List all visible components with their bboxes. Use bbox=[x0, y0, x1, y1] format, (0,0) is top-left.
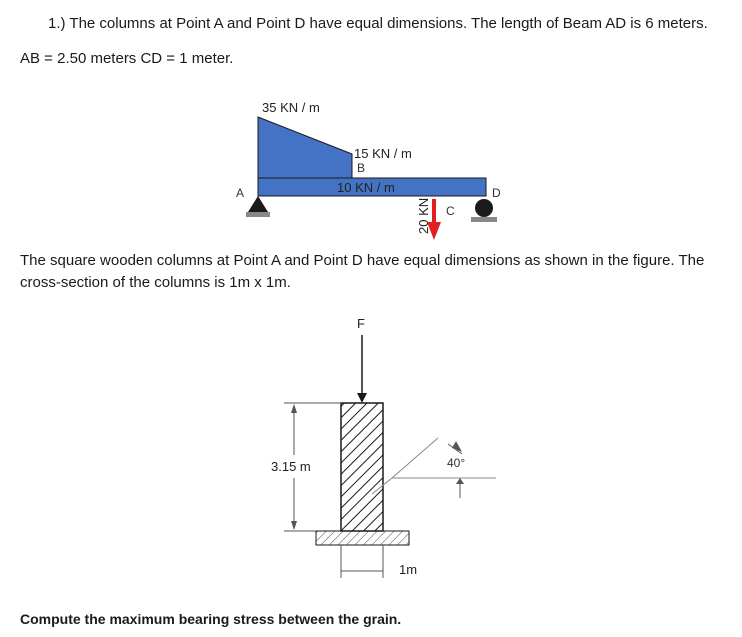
point-load-label: 20 KN bbox=[416, 197, 431, 234]
columns-description-line2: cross-section of the columns is 1m x 1m. bbox=[20, 274, 291, 291]
force-label: F bbox=[357, 316, 365, 331]
width-dimension bbox=[341, 545, 383, 578]
question-text: Compute the maximum bearing stress between the grain. bbox=[20, 611, 402, 627]
grain-angle-lines bbox=[372, 438, 496, 494]
wooden-column bbox=[341, 403, 383, 531]
load-max-label: 35 KN / m bbox=[262, 100, 320, 115]
problem-intro-line1: 1.) The columns at Point A and Point D have equal dimensions. The length of Beam AD is 6 meters. bbox=[48, 15, 708, 32]
height-label: 3.15 m bbox=[271, 459, 311, 474]
load-b-label: 15 KN / m bbox=[354, 146, 412, 161]
columns-description-line1: The square wooden columns at Point A and Point D have equal dimensions as shown in the figure. The bbox=[20, 252, 705, 269]
load-uniform-label: 10 KN / m bbox=[337, 180, 395, 195]
point-b-label: B bbox=[357, 161, 366, 175]
problem-intro-line2: AB = 2.50 meters CD = 1 meter. bbox=[20, 50, 234, 67]
point-a-label: A bbox=[236, 186, 245, 200]
point-d-label: D bbox=[492, 186, 501, 200]
angle-arc bbox=[448, 444, 462, 498]
width-label: 1m bbox=[399, 562, 418, 577]
angle-label: 40° bbox=[447, 456, 466, 470]
point-c-label: C bbox=[446, 204, 455, 218]
base-plate bbox=[316, 531, 409, 545]
